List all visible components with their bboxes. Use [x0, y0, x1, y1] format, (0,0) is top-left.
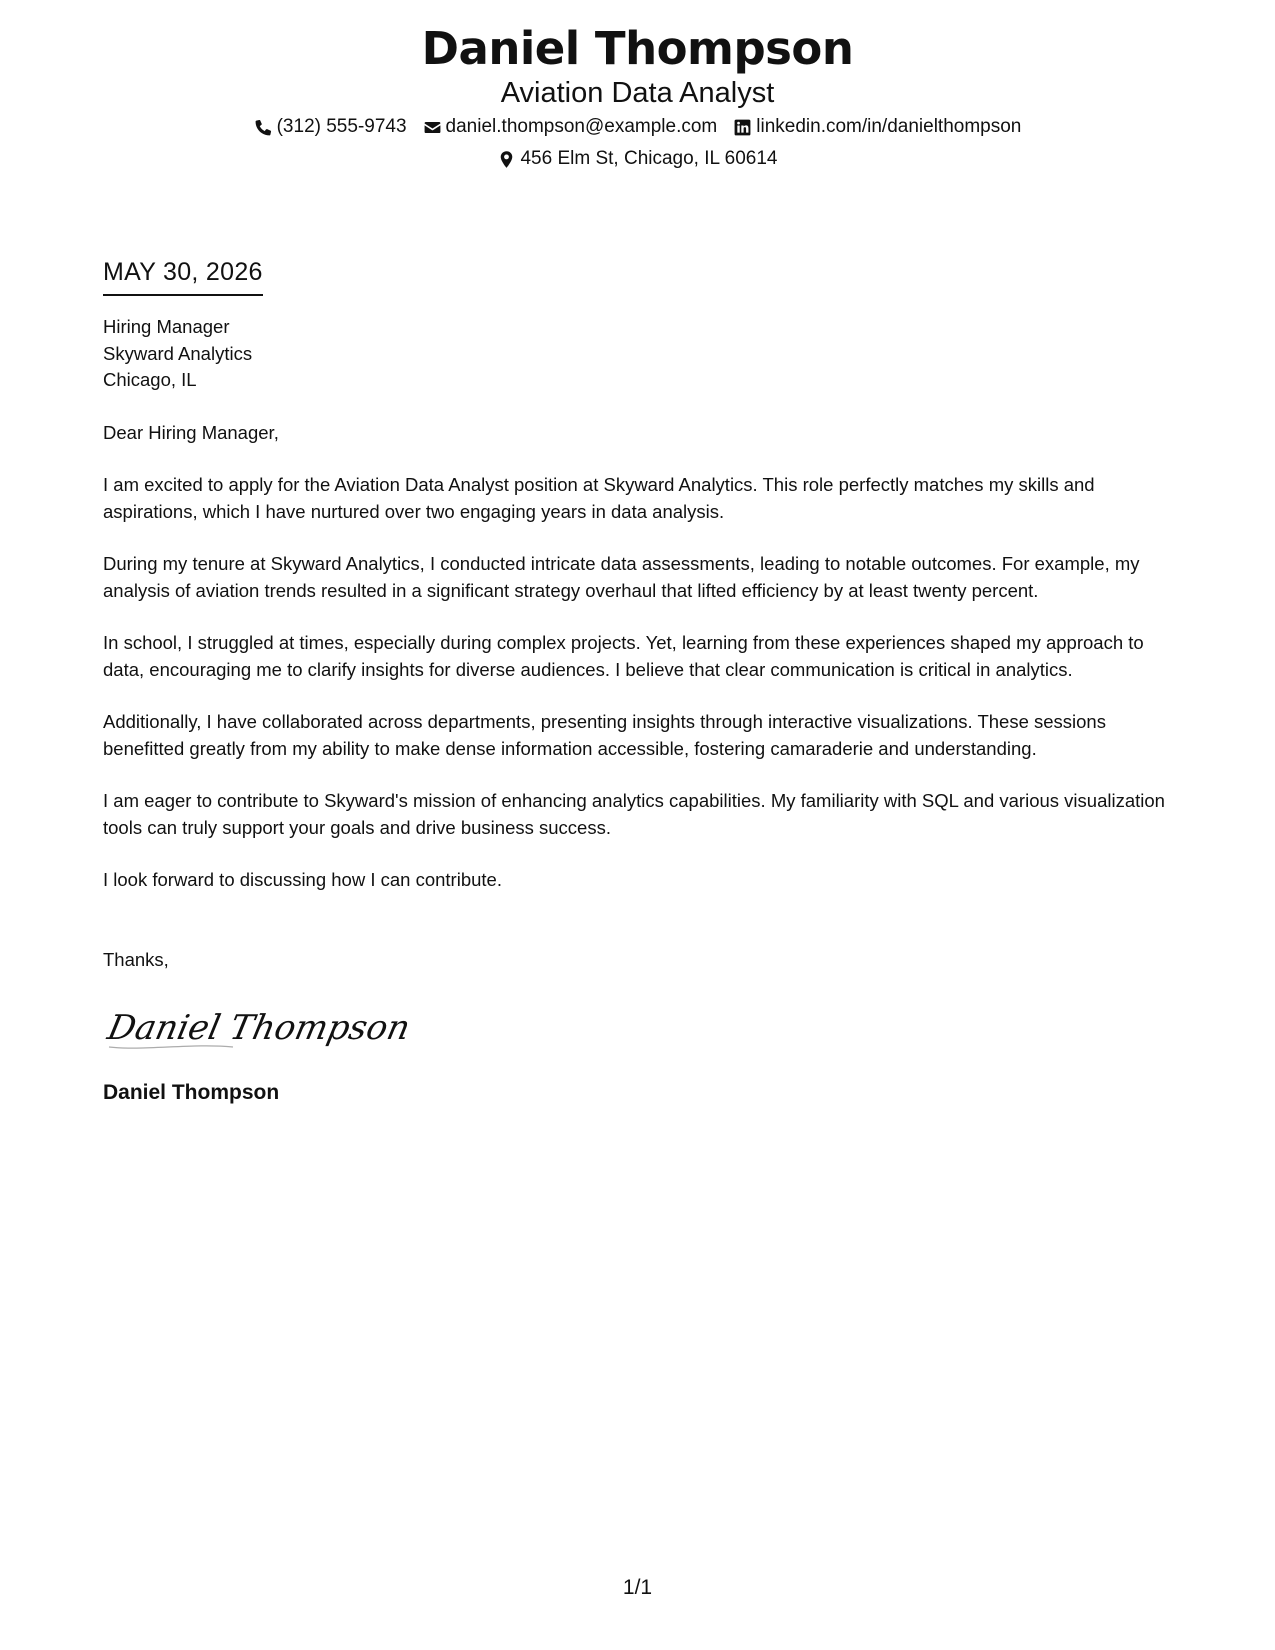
phone-icon: [254, 118, 273, 137]
envelope-icon: [423, 118, 442, 137]
recipient-line: Chicago, IL: [103, 369, 197, 390]
contact-address: [497, 147, 777, 171]
applicant-title: Aviation Data Analyst: [500, 77, 775, 109]
contact-row-primary: [0, 115, 1275, 139]
email-text[interactable]: daniel.thompson@example.com: [445, 116, 718, 137]
svg-text:Daniel Thompson: Daniel Thompson: [104, 1008, 414, 1048]
map-pin-icon: [497, 150, 516, 169]
contact-linkedin[interactable]: [733, 115, 1021, 139]
body-paragraph: In school, I struggled at times, especially during complex projects. Yet, learning from these experiences shaped my approach to data, encouraging me to clarify insights for diverse audiences. I believe that clear communication is critical in analytics.: [103, 632, 1144, 680]
contact-row-secondary: [0, 147, 1275, 171]
address-text: 456 Elm St, Chicago, IL 60614: [520, 148, 778, 169]
contact-email[interactable]: [423, 115, 718, 139]
body-paragraph: I look forward to discussing how I can contribute.: [103, 869, 502, 890]
phone-text: (312) 555-9743: [276, 116, 407, 137]
body-paragraph: Additionally, I have collaborated across departments, presenting insights through interactive visualizations. These sessions benefitted greatly from my ability to make dense information accessible, fostering camaraderie and understanding.: [103, 711, 1106, 759]
body-paragraph: During my tenure at Skyward Analytics, I conducted intricate data assessments, leading to notable outcomes. For example, my analysis of aviation trends resulted in a significant strategy overhaul that lifted efficiency by at least twenty percent.: [103, 553, 1140, 601]
linkedin-icon: [733, 118, 752, 137]
recipient-line: Hiring Manager: [103, 316, 230, 337]
page-number: 1/1: [622, 1576, 653, 1599]
contact-phone: [254, 115, 407, 139]
body-paragraph: I am eager to contribute to Skyward's mission of enhancing analytics capabilities. My familiarity with SQL and various visualization tools can truly support your goals and drive business success.: [103, 790, 1165, 838]
closing: Thanks,: [103, 948, 169, 970]
body-paragraph: I am excited to apply for the Aviation Data Analyst position at Skyward Analytics. This role perfectly matches my skills and aspirations, which I have nurtured over two engaging years in data analysis.: [103, 474, 1095, 522]
signed-name: Daniel Thompson: [103, 1081, 280, 1104]
salutation: Dear Hiring Manager,: [103, 421, 279, 443]
letter-date: MAY 30, 2026: [103, 256, 263, 296]
letter-body: [103, 256, 1175, 1107]
recipient-line: Skyward Analytics: [103, 342, 253, 364]
applicant-name: Daniel Thompson: [421, 22, 854, 75]
letter-header: [0, 22, 1275, 171]
linkedin-text[interactable]: linkedin.com/in/danielthompson: [756, 116, 1022, 137]
recipient-block: [103, 314, 1175, 394]
handwritten-signature: [103, 997, 414, 1057]
